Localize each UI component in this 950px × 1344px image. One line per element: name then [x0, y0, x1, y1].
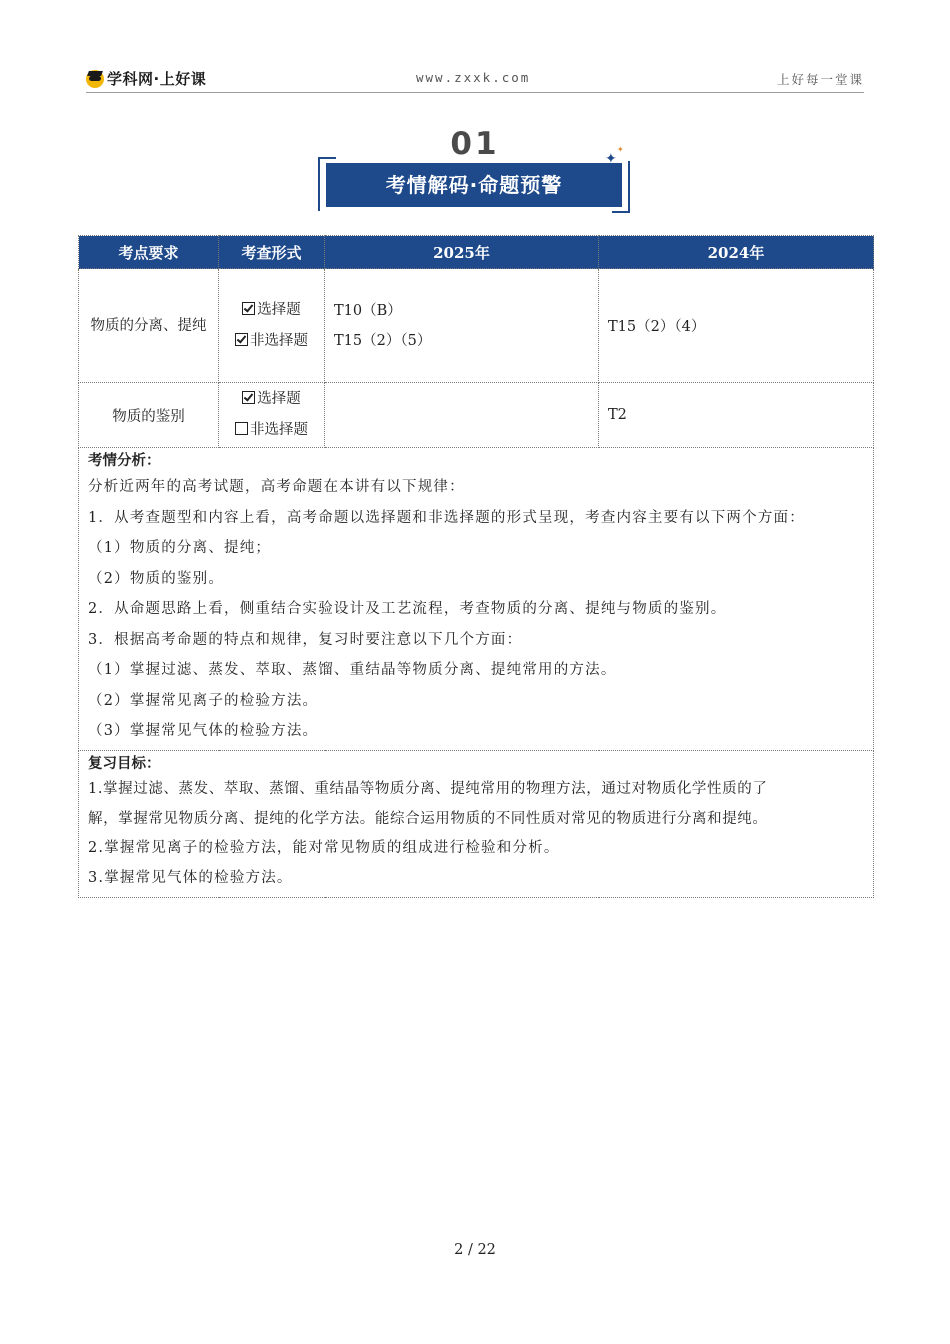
- form-option: [220, 415, 323, 446]
- header-form: 考查形式: [219, 236, 325, 269]
- form-option: [220, 326, 323, 357]
- site-url[interactable]: www.zxxk.com: [416, 70, 531, 85]
- form-label: 选择题: [257, 301, 301, 318]
- analysis-line: （3）掌握常见气体的检验方法。: [88, 723, 319, 739]
- logo-text: 学科网·上好课: [107, 70, 207, 88]
- analysis-line: （1）物质的分离、提纯；: [88, 540, 272, 556]
- point-cell: 物质的分离、提纯: [79, 269, 219, 383]
- year-2025-cell: [325, 269, 599, 383]
- analysis-row: [79, 448, 874, 751]
- question-ref: T2: [608, 407, 627, 423]
- sparkle-small-icon: ✦: [617, 145, 624, 154]
- analysis-line: （2）物质的鉴别。: [88, 570, 225, 587]
- checked-box-icon: [235, 333, 248, 346]
- site-logo[interactable]: [86, 68, 206, 89]
- year-2024-cell: [599, 383, 874, 448]
- header-point: 考点要求: [79, 236, 219, 269]
- exam-analysis-table: [78, 235, 874, 898]
- point-cell: 物质的鉴别: [79, 383, 219, 448]
- goals-line: 3.掌握常见气体的检验方法。: [88, 869, 293, 886]
- table-row: [79, 383, 874, 448]
- analysis-line: （2）掌握常见离子的检验方法。: [88, 692, 319, 709]
- form-option: [220, 384, 323, 415]
- analysis-cell: [79, 448, 874, 751]
- table-header-row: [79, 236, 874, 269]
- goals-cell: [79, 751, 874, 898]
- sparkle-icon: ✦: [605, 151, 617, 167]
- page-header: [86, 66, 864, 93]
- form-label: 非选择题: [250, 422, 308, 438]
- graduation-cap-icon: [86, 70, 104, 88]
- form-label: 非选择题: [250, 332, 308, 349]
- header-2024: 2024年: [599, 236, 874, 269]
- unchecked-box-icon: [235, 422, 248, 435]
- form-cell: [219, 383, 325, 448]
- goals-line: 2.掌握常见离子的检验方法，能对常见物质的组成进行检验和分析。: [88, 840, 560, 856]
- year-2025-cell: [325, 383, 599, 448]
- section-number: 01: [450, 126, 500, 162]
- goals-line: 1.掌握过滤、蒸发、萃取、蒸馏、重结晶等物质分离、提纯常用的物理方法，通过对物质化学性质的了: [88, 781, 768, 797]
- form-label: 选择题: [257, 391, 301, 407]
- question-ref: T15（2）（5）: [334, 332, 432, 349]
- goals-row: [79, 751, 874, 898]
- question-ref: T10（B）: [334, 302, 402, 319]
- analysis-line: 3．根据高考命题的特点和规律，复习时要注意以下几个方面：: [88, 631, 523, 648]
- analysis-line: 分析近两年的高考试题，高考命题在本讲有以下规律：: [88, 479, 465, 495]
- analysis-line: 2．从命题思路上看，侧重结合实验设计及工艺流程，考查物质的分离、提纯与物质的鉴别。: [88, 601, 727, 617]
- section-banner: [326, 163, 622, 207]
- form-option: [220, 295, 323, 326]
- analysis-heading: 考情分析：: [88, 453, 161, 469]
- analysis-line: （1）掌握过滤、蒸发、萃取、蒸馏、重结晶等物质分离、提纯常用的方法。: [88, 662, 617, 678]
- checked-box-icon: [242, 391, 255, 404]
- question-ref: T15（2）（4）: [608, 319, 706, 335]
- section-title: 考情解码·命题预警: [385, 173, 563, 197]
- header-2025: 2025年: [325, 236, 599, 269]
- analysis-line: 1．从考查题型和内容上看，高考命题以选择题和非选择题的形式呈现，考查内容主要有以下两个方面：: [88, 509, 805, 526]
- page-number: 2 / 22: [454, 1242, 496, 1258]
- header-slogan: 上好每一堂课: [776, 72, 864, 87]
- checked-box-icon: [242, 302, 255, 315]
- form-cell: [219, 269, 325, 383]
- year-2024-cell: [599, 269, 874, 383]
- table-row: [79, 269, 874, 383]
- goals-line: 解，掌握常见物质分离、提纯的化学方法。能综合运用物质的不同性质对常见的物质进行分离和提纯。: [88, 810, 768, 827]
- goals-heading: 复习目标：: [88, 756, 161, 772]
